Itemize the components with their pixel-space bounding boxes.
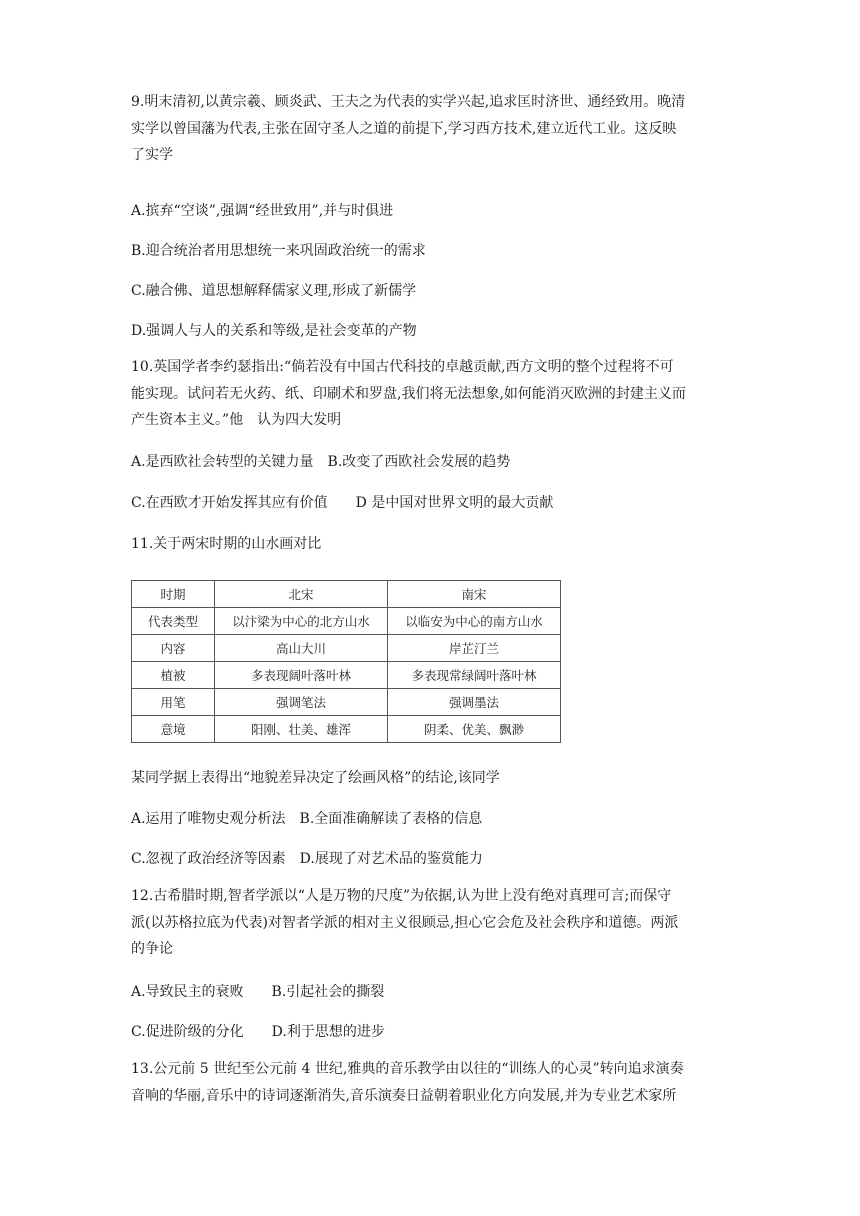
- table-row: [132, 716, 561, 743]
- question-9-option-d: D.强调人与人的关系和等级,是社会变革的产物: [131, 323, 417, 339]
- question-10-line-2: 能实现。试问若无火药、纸、印刷术和罗盘,我们将无法想象,如何能消灭欧洲的封建主义而: [131, 385, 686, 402]
- question-12-stem: [131, 883, 731, 963]
- question-10-options-row-1: A.是西欧社会转型的关键力量 B.改变了西欧社会发展的趋势: [131, 454, 511, 470]
- landscape-painting-table: [131, 580, 561, 743]
- question-10-stem: [131, 354, 731, 434]
- table-cell: 以临安为中心的南方山水: [388, 608, 561, 635]
- table-cell: 强调笔法: [215, 689, 388, 716]
- question-11-title: 11.关于两宋时期的山水画对比: [131, 536, 322, 552]
- table-cell: 阳刚、壮美、雄浑: [215, 716, 388, 743]
- table-header-cell: 北宋: [215, 581, 388, 608]
- question-9-stem: [131, 89, 731, 169]
- table-cell: 用笔: [132, 689, 215, 716]
- table-cell: 多表现常绿阔叶落叶林: [388, 662, 561, 689]
- question-13-line-1: 13.公元前 5 世纪至公元前 4 世纪,雅典的音乐教学由以往的“训练人的心灵”转向追求演奏: [131, 1061, 684, 1077]
- table-cell: 高山大川: [215, 635, 388, 662]
- table-cell: 岸芷汀兰: [388, 635, 561, 662]
- question-12-options-row-1: A.导致民主的衰败 B.引起社会的撕裂: [131, 984, 385, 1000]
- table-cell: 代表类型: [132, 608, 215, 635]
- question-9-line-3: 了实学: [131, 147, 173, 163]
- question-12-options-row-2: C.促进阶级的分化 D.利于思想的进步: [131, 1024, 385, 1040]
- question-10-line-3: 产生资本主义。”他 认为四大发明: [131, 412, 342, 428]
- question-13-stem: [131, 1056, 731, 1109]
- question-9-option-a: A.摈弃“空谈”,强调“经世致用”,并与时俱进: [131, 203, 394, 219]
- question-11-stem: 某同学据上表得出“地貌差异决定了绘画风格”的结论,该同学: [131, 770, 500, 786]
- table-row: [132, 689, 561, 716]
- table-cell: 多表现阔叶落叶林: [215, 662, 388, 689]
- table-header-cell: 时期: [132, 581, 215, 608]
- question-9-line-1: 9.明末清初,以黄宗羲、顾炎武、王夫之为代表的实学兴起,追求匡时济世、通经致用。晚清: [131, 94, 686, 110]
- table-cell: 意境: [132, 716, 215, 743]
- question-12-line-2: 派(以苏格拉底为代表)对智者学派的相对主义很顾忌,担心它会危及社会秩序和道德。两派: [131, 914, 679, 931]
- question-13-line-2: 音响的华丽,音乐中的诗词逐渐消失,音乐演奏日益朝着职业化方向发展,并为专业艺术家所: [131, 1087, 677, 1104]
- question-12-line-1: 12.古希腊时期,智者学派以“人是万物的尺度”为依据,认为世上没有绝对真理可言;而保守: [131, 888, 672, 904]
- question-11-options-row-1: A.运用了唯物史观分析法 B.全面准确解读了表格的信息: [131, 811, 483, 827]
- question-10-options-row-2: C.在西欧才开始发挥其应有价值 D 是中国对世界文明的最大贡献: [131, 495, 554, 511]
- question-11-options-row-2: C.忽视了政治经济等因素 D.展现了对艺术品的鉴赏能力: [131, 851, 483, 867]
- table-cell: 强调墨法: [388, 689, 561, 716]
- table-header-cell: 南宋: [388, 581, 561, 608]
- table-header-row: [132, 581, 561, 608]
- table-row: [132, 635, 561, 662]
- table-cell: 阴柔、优美、飘渺: [388, 716, 561, 743]
- question-12-line-3: 的争论: [131, 941, 173, 957]
- table-cell: 以汴梁为中心的北方山水: [215, 608, 388, 635]
- question-9-line-2: 实学以曾国藩为代表,主张在固守圣人之道的前提下,学习西方技术,建立近代工业。这反映: [131, 120, 677, 137]
- question-10-line-1: 10.英国学者李约瑟指出:“倘若没有中国古代科技的卓越贡献,西方文明的整个过程将不可: [131, 359, 674, 375]
- question-9-option-b: B.迎合统治者用思想统一来巩固政治统一的需求: [131, 243, 426, 259]
- table-row: [132, 662, 561, 689]
- question-9-option-c: C.融合佛、道思想解释儒家义理,形成了新儒学: [131, 283, 417, 299]
- table-cell: 植被: [132, 662, 215, 689]
- table-row: [132, 608, 561, 635]
- table-cell: 内容: [132, 635, 215, 662]
